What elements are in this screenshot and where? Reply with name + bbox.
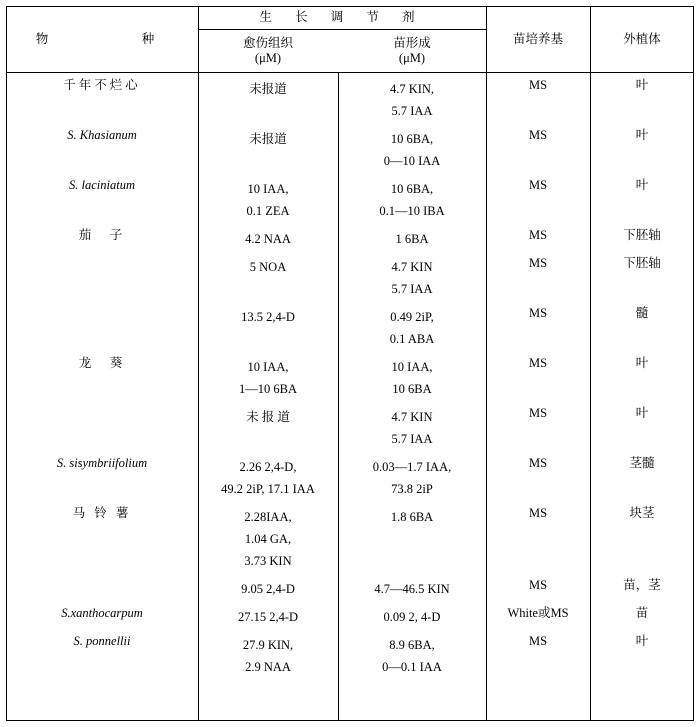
cell-species: S. laciniatum xyxy=(69,178,135,192)
header-growth-regulator: 生 长 调 节 剂 xyxy=(259,10,425,25)
cell-callus-line: 49.2 2iP, 17.1 IAA xyxy=(221,482,315,496)
cell-explant: 苗 xyxy=(635,606,649,620)
cell-shoot-line: 10 6BA, xyxy=(390,182,434,196)
cell-explant: 下胚轴 xyxy=(623,256,661,270)
cell-callus-line: 0.1 ZEA xyxy=(246,204,290,218)
cell-shoot xyxy=(338,600,486,628)
cell-shoot xyxy=(338,500,486,572)
cell-shoot xyxy=(338,250,486,300)
cell-explant: 叶 xyxy=(635,78,649,92)
cell-shoot-line: 4.7 KIN xyxy=(391,410,433,424)
cell-callus-line: 1—10 6BA xyxy=(239,382,297,396)
cell-callus xyxy=(198,450,338,500)
cell-callus-line: 27.9 KIN, xyxy=(242,638,294,652)
cell-shoot-line: 10 IAA, xyxy=(391,360,433,374)
cell-callus-line: 9.05 2,4-D xyxy=(241,582,295,596)
cell-species: S. ponnellii xyxy=(73,634,131,648)
cell-shoot xyxy=(338,122,486,172)
cell-callus xyxy=(198,222,338,250)
header-medium: 苗培养基 xyxy=(512,31,563,46)
cell-shoot xyxy=(338,300,486,350)
cell-shoot-line: 10 6BA, xyxy=(390,132,434,146)
cell-explant: 叶 xyxy=(635,178,649,192)
cell-shoot xyxy=(338,572,486,600)
cell-shoot-line: 0—10 IAA xyxy=(383,154,441,168)
vrule-1 xyxy=(198,6,199,721)
cell-shoot-line: 0—0.1 IAA xyxy=(382,660,442,674)
cell-callus-line: 4.2 NAA xyxy=(245,232,291,246)
cell-callus xyxy=(198,122,338,172)
cell-species: 千年不烂心 xyxy=(63,78,141,92)
cell-explant: 叶 xyxy=(635,406,649,420)
cell-shoot-line: 0.03—1.7 IAA, xyxy=(372,460,452,474)
cell-callus xyxy=(198,250,338,300)
cell-explant: 茎髓 xyxy=(629,456,655,470)
cell-shoot xyxy=(338,222,486,250)
header-explant: 外植体 xyxy=(623,31,661,46)
cell-explant: 髓 xyxy=(635,306,649,320)
cell-explant: 叶 xyxy=(635,128,649,142)
cell-medium: MS xyxy=(528,178,548,192)
cell-callus-line: 未 报 道 xyxy=(246,410,290,424)
cell-callus xyxy=(198,600,338,628)
cell-shoot-line: 4.7 KIN, xyxy=(389,82,435,96)
cell-species: 龙 葵 xyxy=(78,356,126,370)
cell-shoot xyxy=(338,450,486,500)
cell-explant: 下胚轴 xyxy=(623,228,661,242)
cell-callus-line: 未报道 xyxy=(249,82,287,96)
cell-callus-line: 2.9 NAA xyxy=(245,660,291,674)
cell-callus-line: 2.26 2,4-D, xyxy=(239,460,297,474)
cell-species: 马 铃 薯 xyxy=(72,506,132,520)
cell-callus-line: 27.15 2,4-D xyxy=(237,610,299,624)
cell-medium: MS xyxy=(528,228,548,242)
cell-shoot-line: 5.7 IAA xyxy=(391,432,433,446)
cell-shoot-line: 0.1—10 IBA xyxy=(379,204,445,218)
header-callus-unit: (μM) xyxy=(254,50,282,65)
vrule-2 xyxy=(338,73,339,721)
cell-callus-line: 13.5 2,4-D xyxy=(241,310,295,324)
cell-species: S. sisymbriifolium xyxy=(56,456,148,470)
cell-medium: MS xyxy=(528,578,548,592)
cell-callus xyxy=(198,400,338,450)
hrule-group xyxy=(198,29,486,30)
cell-explant: 苗，茎 xyxy=(623,578,661,592)
cell-shoot-line: 4.7—46.5 KIN xyxy=(374,582,450,596)
cell-species: S.xanthocarpum xyxy=(61,606,143,620)
cell-callus xyxy=(198,628,338,678)
cell-medium: MS xyxy=(528,128,548,142)
cell-medium: MS xyxy=(528,456,548,470)
cell-callus-line: 5 NOA xyxy=(249,260,287,274)
header-shoot-unit: (μM) xyxy=(398,50,426,65)
cell-medium: MS xyxy=(528,356,548,370)
cell-shoot xyxy=(338,172,486,222)
cell-species xyxy=(6,250,198,300)
cell-shoot-line: 0.09 2, 4-D xyxy=(383,610,441,624)
vrule-3 xyxy=(486,6,487,721)
cell-callus xyxy=(198,172,338,222)
cell-medium: White或MS xyxy=(507,606,569,620)
cell-callus-line: 3.73 KIN xyxy=(244,554,292,568)
cell-medium: MS xyxy=(528,634,548,648)
cell-shoot xyxy=(338,400,486,450)
cell-shoot-line: 0.1 ABA xyxy=(389,332,435,346)
cell-shoot-line: 1 6BA xyxy=(395,232,429,246)
cell-callus-line: 未报道 xyxy=(249,132,287,146)
cell-species xyxy=(6,572,198,600)
vrule-4 xyxy=(590,6,591,721)
cell-medium: MS xyxy=(528,406,548,420)
header-callus-label: 愈伤组织 xyxy=(242,36,293,51)
cell-shoot-line: 4.7 KIN xyxy=(391,260,433,274)
cell-callus xyxy=(198,572,338,600)
cell-callus xyxy=(198,72,338,122)
cell-shoot-line: 1.8 6BA xyxy=(390,510,434,524)
cell-callus xyxy=(198,300,338,350)
cell-medium: MS xyxy=(528,506,548,520)
cell-callus xyxy=(198,350,338,400)
cell-species xyxy=(6,300,198,350)
cell-species: S. Khasianum xyxy=(67,128,137,142)
cell-explant: 叶 xyxy=(635,634,649,648)
cell-medium: MS xyxy=(528,256,548,270)
cell-shoot-line: 5.7 IAA xyxy=(391,104,433,118)
cell-callus-line: 10 IAA, xyxy=(247,182,289,196)
cell-callus-line: 10 IAA, xyxy=(247,360,289,374)
cell-callus xyxy=(198,500,338,572)
cell-shoot-line: 5.7 IAA xyxy=(391,282,433,296)
cell-shoot xyxy=(338,72,486,122)
cell-shoot-line: 8.9 6BA, xyxy=(389,638,435,652)
cell-explant: 块茎 xyxy=(629,506,655,520)
header-callus xyxy=(198,29,338,72)
cell-callus-line: 1.04 GA, xyxy=(244,532,292,546)
cell-species: 茄 子 xyxy=(78,228,126,242)
cell-explant: 叶 xyxy=(635,356,649,370)
cell-shoot-line: 0.49 2iP, xyxy=(390,310,434,324)
cell-species xyxy=(6,400,198,450)
cell-shoot-line: 10 6BA xyxy=(392,382,432,396)
cell-medium: MS xyxy=(528,78,548,92)
header-shoot-label: 苗形成 xyxy=(393,36,431,51)
cell-callus-line: 2.28IAA, xyxy=(244,510,292,524)
header-shoot xyxy=(338,29,486,72)
cell-medium: MS xyxy=(528,306,548,320)
hrule-header xyxy=(6,72,694,73)
cell-shoot xyxy=(338,350,486,400)
cell-shoot xyxy=(338,628,486,678)
cell-shoot-line: 73.8 2iP xyxy=(391,482,433,496)
header-species: 物 种 xyxy=(35,31,169,46)
